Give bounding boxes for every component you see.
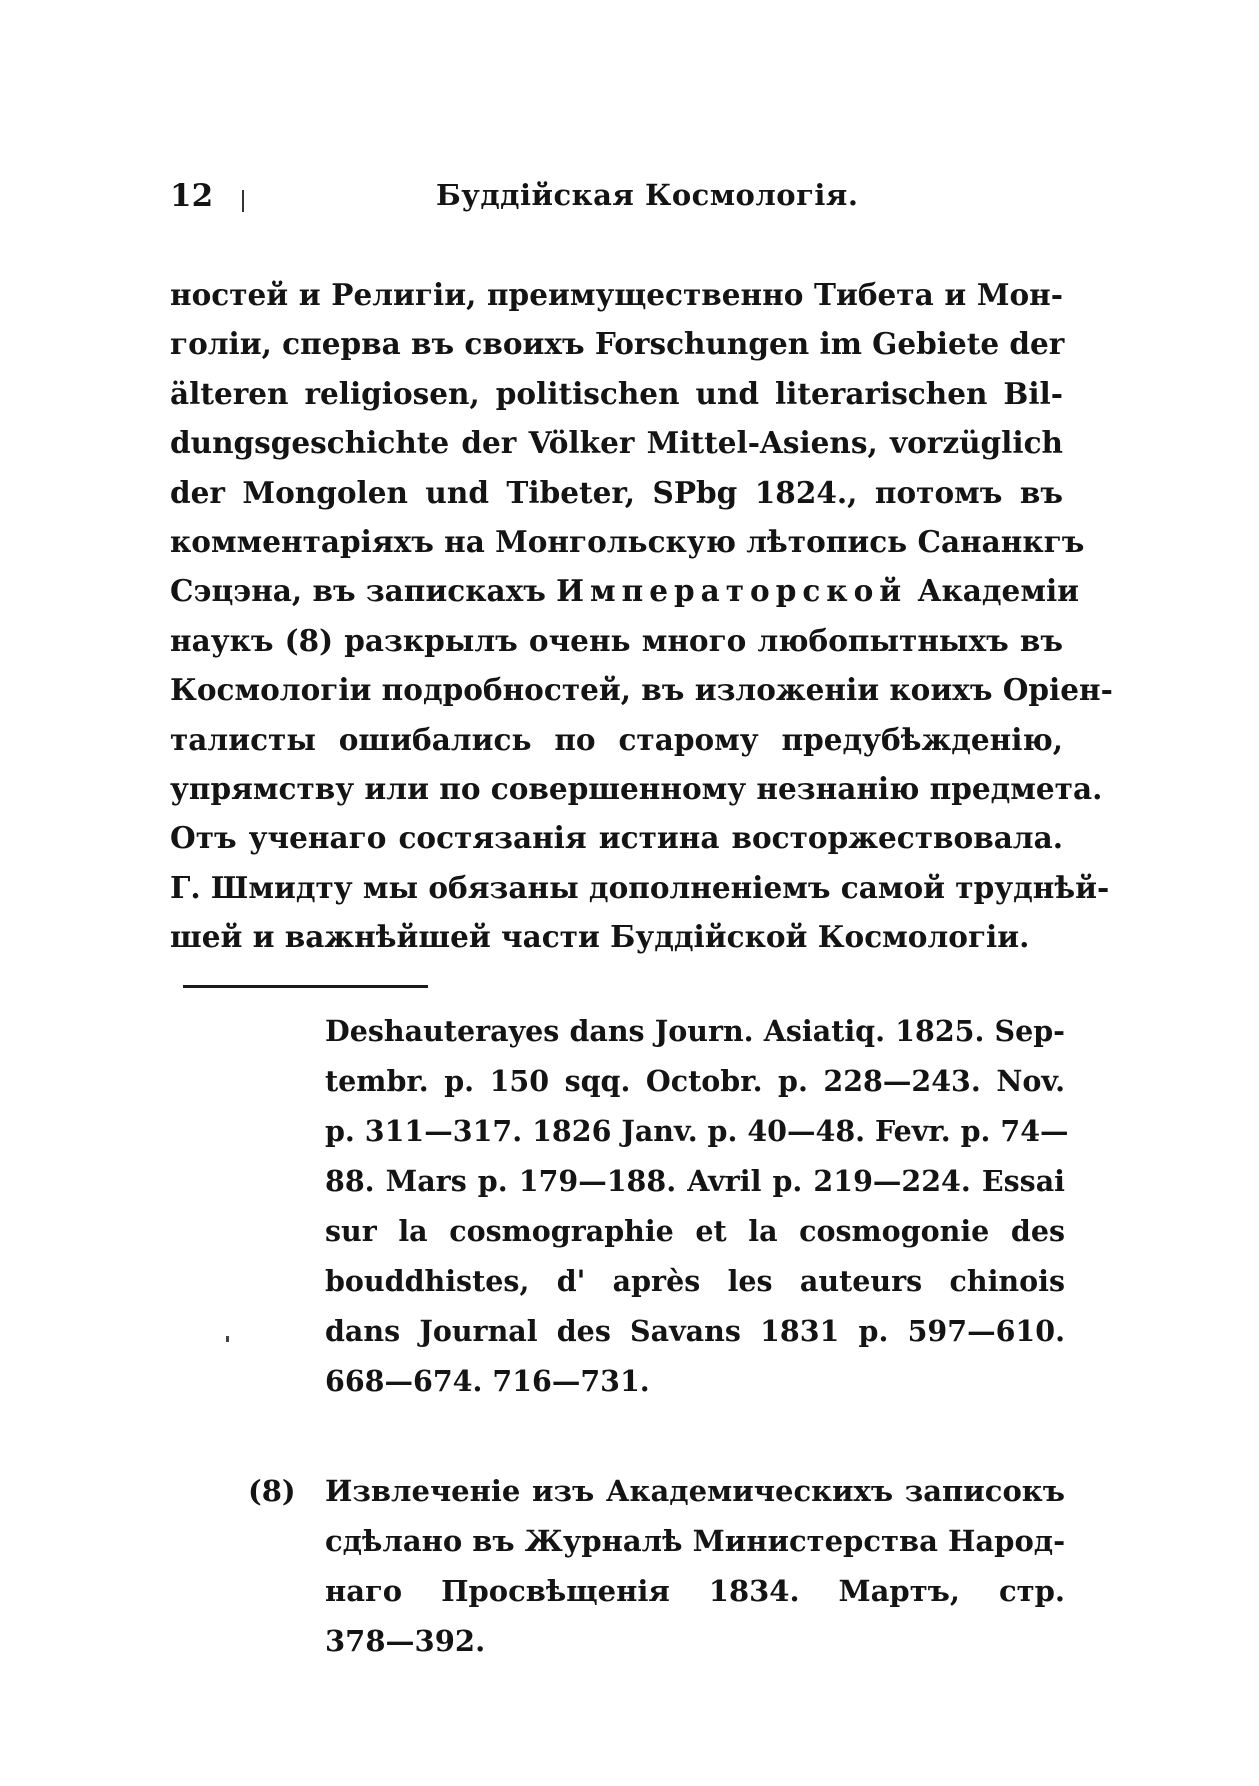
print-mark [242,190,244,212]
text-line: шей и важнѣйшей части Буддійской Космологіи. [170,919,1030,955]
footnote-continuation [325,1006,1069,1406]
text-line: dungsgeschichte der Völker Mittel-Asiens, vorzüglich [170,425,1063,461]
text-line: ностей и Религіи, преимущественно Тибета и Мон- [170,277,1063,312]
text-line: Г. Шмидту мы обязаны дополненіемъ самой труднѣй- [170,869,1110,905]
text-fragment: Сэцэна, въ запискахъ [170,573,546,609]
footnote-line: tembr. p. 150 sqq. Octobr. p. 228—243. Nov. [325,1064,1065,1098]
footnote-marker: (8) [248,1474,296,1508]
footnote-line: p. 311—317. 1826 Janv. p. 40—48. Fevr. p. 74— [325,1114,1069,1148]
text-fragment: Академіи [917,573,1080,609]
footnote-line: sur la cosmographie et la cosmogonie des [325,1214,1065,1248]
footnote-line: Deshauterayes dans Journ. Asiatiq. 1825. Sep- [325,1014,1065,1048]
text-line: Отъ ученаго состязанія истина восторжествовала. [170,820,1063,856]
text-line: älteren religiosen, politischen und literarischen Bil- [170,375,1063,411]
footnote-line: 378—392. [325,1624,486,1658]
text-line: der Mongolen und Tibeter, SPbg 1824., потомъ въ [170,474,1063,510]
text-line: Космологіи подробностей, въ изложеніи коихъ Оріен- [170,672,1113,708]
footnote-line: bouddhistes, d' après les auteurs chinois [325,1264,1065,1298]
footnote-line: 668—674. 716—731. [325,1364,650,1398]
footnote-line: dans Journal des Savans 1831 p. 597—610. [325,1314,1065,1348]
spaced-word: Императорской [556,573,908,609]
text-line: упрямству или по совершенному незнанію предмета. [170,770,1103,806]
print-speck [226,1336,229,1342]
footnote-line: Извлеченіе изъ Академическихъ записокъ [325,1474,1065,1508]
text-line: комментаріяхъ на Монгольскую лѣтопись Сананкгъ [170,523,1085,559]
footnote-8 [325,1466,1065,1666]
page-number: 12 [170,178,214,214]
text-line [170,566,1080,615]
footnote-line: 88. Mars p. 179—188. Avril p. 219—224. Essai [325,1164,1065,1198]
footnote-line: сдѣлано въ Журналѣ Министерства Народ- [325,1524,1066,1558]
text-line: талисты ошибались по старому предубѣжденію, [170,721,1063,757]
footnote-line: наго Просвѣщенія 1834. Мартъ, стр. [325,1574,1065,1608]
text-line: наукъ (8) разкрылъ очень много любопытныхъ въ [170,622,1063,658]
text-line: голіи, сперва въ своихъ Forschungen im Gebiete der [170,326,1065,362]
running-title: Буддійская Космологія. [436,178,859,212]
main-text-block [170,270,1113,961]
footnote-rule [183,985,428,988]
running-header [170,178,1070,228]
